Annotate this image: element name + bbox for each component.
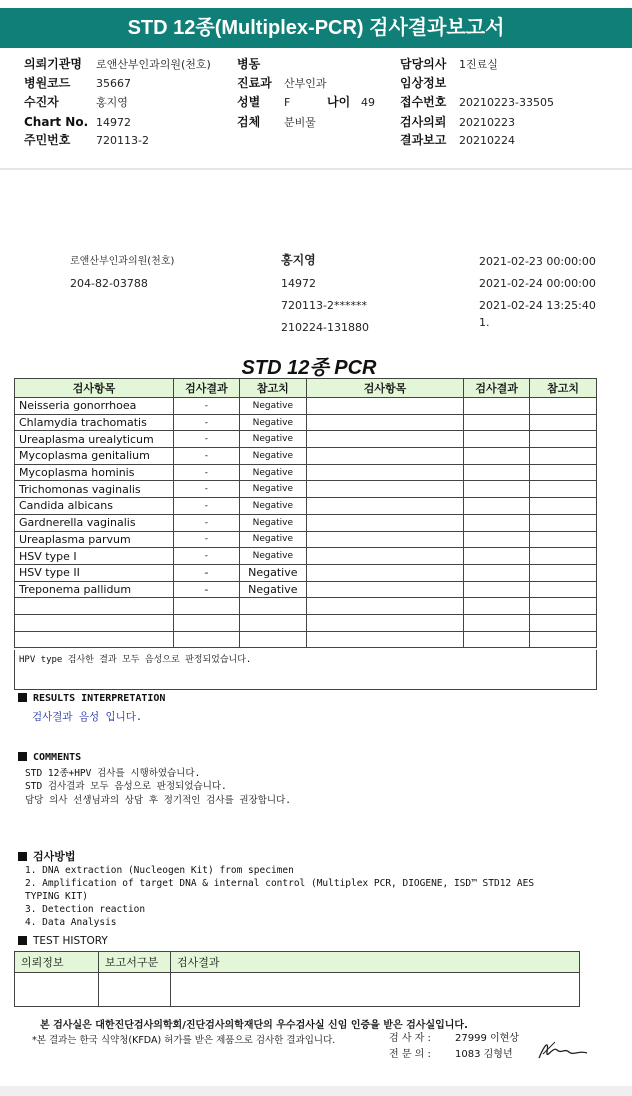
clinical-label-text: 임상정보 xyxy=(400,76,447,90)
empty-cell xyxy=(530,614,597,631)
method-heading xyxy=(18,848,76,864)
empty-cell xyxy=(530,598,597,615)
request-text: 20210223 xyxy=(459,116,515,129)
hospital-label: 의뢰기관명 xyxy=(24,57,82,71)
method-heading-text: 검사방법 xyxy=(33,850,76,863)
reference-value: Negative xyxy=(239,481,306,498)
request-value xyxy=(459,113,515,132)
test-result: - xyxy=(173,398,239,415)
empty-cell xyxy=(530,531,597,548)
reference-value: Negative xyxy=(239,414,306,431)
id-label-text: 주민번호 xyxy=(24,133,71,147)
age-value xyxy=(361,93,375,112)
patient-text: 홍지영 xyxy=(96,96,128,109)
header-divider xyxy=(0,168,632,170)
col-header: 참고치 xyxy=(530,379,597,398)
history-header-row xyxy=(15,952,580,973)
sub-page: 1. xyxy=(479,316,490,329)
empty-cell xyxy=(530,631,597,648)
col-header: 참고치 xyxy=(239,379,306,398)
request-label xyxy=(400,113,446,132)
method-line: TYPING KIT) xyxy=(25,891,88,902)
test-result: - xyxy=(173,564,239,581)
results-table-header xyxy=(15,379,597,398)
sub-date1: 2021-02-23 00:00:00 xyxy=(479,255,596,268)
col-header: 검사결과 xyxy=(464,379,530,398)
test-item: Gardnerella vaginalis xyxy=(15,514,174,531)
receipt-value xyxy=(459,93,554,112)
hpv-note: HPV type 검사한 결과 모두 음성으로 판정되었습니다. xyxy=(14,650,597,690)
report-value xyxy=(459,131,515,150)
specimen-label xyxy=(237,113,260,132)
history-cell xyxy=(15,973,99,1007)
patient-label-text: 수진자 xyxy=(24,95,59,109)
empty-cell xyxy=(530,431,597,448)
empty-cell xyxy=(464,398,530,415)
empty-cell xyxy=(464,614,530,631)
kfda-statement: *본 결과는 한국 식약청(KFDA) 허가를 받은 제품으로 검사한 결과입니다. xyxy=(32,1035,336,1046)
empty-cell xyxy=(464,464,530,481)
empty-cell xyxy=(464,514,530,531)
empty-cell xyxy=(530,464,597,481)
table-row xyxy=(15,498,597,515)
empty-cell xyxy=(306,631,463,648)
empty-cell xyxy=(464,431,530,448)
pcr-title: STD 12종 PCR xyxy=(241,357,377,379)
empty-cell xyxy=(464,564,530,581)
test-item: Treponema pallidum xyxy=(15,581,174,598)
reference-value: Negative xyxy=(239,464,306,481)
comments-heading-text: COMMENTS xyxy=(33,752,82,763)
table-row xyxy=(15,614,597,631)
empty-cell xyxy=(173,631,239,648)
test-result: - xyxy=(173,514,239,531)
dept-value xyxy=(284,74,327,93)
history-cell xyxy=(99,973,171,1007)
empty-cell xyxy=(306,464,463,481)
signature-icon xyxy=(535,1036,591,1064)
doctor-value xyxy=(459,55,498,74)
history-col-header: 보고서구분 xyxy=(99,952,171,973)
ward-label-text: 병동 xyxy=(237,57,261,71)
test-result: - xyxy=(173,414,239,431)
test-item: Trichomonas vaginalis xyxy=(15,481,174,498)
empty-cell xyxy=(239,598,306,615)
empty-cell xyxy=(530,448,597,465)
empty-cell xyxy=(15,631,174,648)
patient-label xyxy=(24,93,59,112)
table-row xyxy=(15,414,597,431)
table-row xyxy=(15,548,597,565)
empty-cell xyxy=(15,598,174,615)
empty-cell xyxy=(306,431,463,448)
sub-name: 홍지영 xyxy=(281,253,316,267)
comments-heading xyxy=(18,752,81,763)
empty-cell xyxy=(464,498,530,515)
specialist-value: 1083 김형년 xyxy=(455,1049,513,1060)
report-label-text: 결과보고 xyxy=(400,133,447,147)
empty-cell xyxy=(306,581,463,598)
test-item: HSV type I xyxy=(15,548,174,565)
age-text: 49 xyxy=(361,96,375,109)
specimen-value xyxy=(284,113,316,132)
table-row xyxy=(15,564,597,581)
empty-cell xyxy=(530,581,597,598)
table-row xyxy=(15,398,597,415)
clinical-label xyxy=(400,74,446,93)
empty-cell xyxy=(464,631,530,648)
ward-label xyxy=(237,55,260,74)
sub-date3: 2021-02-24 13:25:40 xyxy=(479,299,596,312)
comment-line: 담당 의사 선생님과의 상담 후 정기적인 검사를 권장합니다. xyxy=(25,795,292,806)
empty-cell xyxy=(306,414,463,431)
empty-cell xyxy=(173,614,239,631)
test-result: - xyxy=(173,431,239,448)
method-line: 4. Data Analysis xyxy=(25,917,117,928)
empty-cell xyxy=(306,514,463,531)
doctor-label-text: 담당의사 xyxy=(400,57,447,71)
empty-cell xyxy=(464,414,530,431)
table-row xyxy=(15,514,597,531)
header-hospital xyxy=(24,55,82,74)
sub-chart: 14972 xyxy=(281,277,316,290)
test-item: Candida albicans xyxy=(15,498,174,515)
empty-cell xyxy=(530,548,597,565)
history-heading-text: TEST HISTORY xyxy=(33,935,108,947)
table-row xyxy=(15,531,597,548)
method-line: 1. DNA extraction (Nucleogen Kit) from specimen xyxy=(25,865,294,876)
test-result: - xyxy=(173,531,239,548)
reference-value: Negative xyxy=(239,548,306,565)
history-heading xyxy=(18,935,108,947)
request-label-text: 검사의뢰 xyxy=(400,115,447,129)
comment-line: STD 검사결과 모두 음성으로 판정되었습니다. xyxy=(25,781,227,792)
test-item: Mycoplasma hominis xyxy=(15,464,174,481)
empty-cell xyxy=(239,631,306,648)
empty-cell xyxy=(464,598,530,615)
empty-cell xyxy=(306,614,463,631)
table-row xyxy=(15,598,597,615)
hospital-text: 로앤산부인과의원(천호) xyxy=(96,58,211,71)
dept-text: 산부인과 xyxy=(284,77,327,90)
table-row xyxy=(15,631,597,648)
sex-text: F xyxy=(284,96,291,109)
results-table xyxy=(14,378,597,648)
receipt-label xyxy=(400,93,446,112)
code-value xyxy=(96,74,131,93)
specimen-text: 분비물 xyxy=(284,116,316,129)
empty-cell xyxy=(464,481,530,498)
test-item: Ureaplasma parvum xyxy=(15,531,174,548)
chart-label xyxy=(24,113,88,132)
sub-biz-no: 204-82-03788 xyxy=(70,277,148,290)
empty-cell xyxy=(306,598,463,615)
comment-line: STD 12종+HPV 검사를 시행하였습니다. xyxy=(25,768,201,779)
chart-label-text: Chart No. xyxy=(24,115,89,129)
receipt-text: 20210223-33505 xyxy=(459,96,554,109)
empty-cell xyxy=(530,481,597,498)
history-cell xyxy=(171,973,580,1007)
empty-cell xyxy=(464,448,530,465)
empty-cell xyxy=(239,614,306,631)
empty-cell xyxy=(464,531,530,548)
empty-cell xyxy=(530,498,597,515)
history-table xyxy=(14,951,580,1007)
empty-cell xyxy=(306,548,463,565)
empty-cell xyxy=(464,581,530,598)
empty-cell xyxy=(306,564,463,581)
page-bottom-band xyxy=(0,1086,632,1096)
empty-cell xyxy=(530,414,597,431)
col-header: 검사결과 xyxy=(173,379,239,398)
code-text: 35667 xyxy=(96,77,131,90)
doctor-label xyxy=(400,55,446,74)
bullet-square-icon xyxy=(18,936,27,945)
report-text: 20210224 xyxy=(459,134,515,147)
test-item: Neisseria gonorrhoea xyxy=(15,398,174,415)
examiner-value: 27999 이현상 xyxy=(455,1033,519,1044)
empty-cell xyxy=(530,514,597,531)
id-text: 720113-2 xyxy=(96,134,149,147)
receipt-label-text: 접수번호 xyxy=(400,95,447,109)
test-result: - xyxy=(173,548,239,565)
chart-text: 14972 xyxy=(96,116,131,129)
specialist-label: 전 문 의 : xyxy=(389,1049,431,1060)
dept-label-text: 진료과 xyxy=(237,76,272,90)
table-row xyxy=(15,581,597,598)
empty-cell xyxy=(173,598,239,615)
history-row xyxy=(15,973,580,1007)
empty-cell xyxy=(306,531,463,548)
test-result: - xyxy=(173,581,239,598)
test-result: - xyxy=(173,448,239,465)
method-line: 3. Detection reaction xyxy=(25,904,146,915)
table-row xyxy=(15,464,597,481)
chart-value xyxy=(96,113,131,132)
specimen-label-text: 검체 xyxy=(237,115,261,129)
results-heading-text: RESULTS INTERPRETATION xyxy=(33,693,166,704)
empty-cell xyxy=(306,448,463,465)
age-label-text: 나이 xyxy=(327,95,351,109)
reference-value: Negative xyxy=(239,514,306,531)
reference-value: Negative xyxy=(239,398,306,415)
test-item: Chlamydia trachomatis xyxy=(15,414,174,431)
table-row xyxy=(15,431,597,448)
sub-id-masked: 720113-2****** xyxy=(281,299,367,312)
test-item: Mycoplasma genitalium xyxy=(15,448,174,465)
sub-hospital: 로앤산부인과의원(천호) xyxy=(70,256,175,267)
test-result: - xyxy=(173,481,239,498)
empty-cell xyxy=(464,548,530,565)
test-result: - xyxy=(173,498,239,515)
dept-label xyxy=(237,74,272,93)
id-label xyxy=(24,131,70,150)
sex-label-text: 성별 xyxy=(237,95,261,109)
reference-value: Negative xyxy=(239,431,306,448)
empty-cell xyxy=(15,614,174,631)
table-row xyxy=(15,448,597,465)
code-label-text: 병원코드 xyxy=(24,76,71,90)
cert-statement: 본 검사실은 대한진단검사의학회/진단검사의학재단의 우수검사실 신임 인증을 받은 검사실입니다. xyxy=(40,1020,468,1031)
results-text: 검사결과 음성 입니다. xyxy=(32,711,143,723)
reference-value: Negative xyxy=(239,531,306,548)
test-item: Ureaplasma urealyticum xyxy=(15,431,174,448)
empty-cell xyxy=(530,564,597,581)
col-header: 검사항목 xyxy=(15,379,174,398)
history-col-header: 의뢰정보 xyxy=(15,952,99,973)
sub-sample-no: 210224-131880 xyxy=(281,321,369,334)
col-header: 검사항목 xyxy=(306,379,463,398)
report-title: STD 12종(Multiplex-PCR) 검사결과보고서 xyxy=(0,8,632,48)
sex-value xyxy=(284,93,290,112)
sub-date2: 2021-02-24 00:00:00 xyxy=(479,277,596,290)
bullet-square-icon xyxy=(18,852,27,861)
age-label xyxy=(327,93,350,112)
id-value xyxy=(96,131,149,150)
method-line: 2. Amplification of target DNA & internal control (Multiplex PCR, DIOGENE, ISD™ STD12 AES xyxy=(25,878,535,889)
empty-cell xyxy=(306,498,463,515)
code-label xyxy=(24,74,70,93)
table-row xyxy=(15,481,597,498)
reference-value: Negative xyxy=(239,448,306,465)
reference-value: Negative xyxy=(239,498,306,515)
reference-value: Negative xyxy=(239,581,306,598)
bullet-square-icon xyxy=(18,752,27,761)
bullet-square-icon xyxy=(18,693,27,702)
test-item: HSV type II xyxy=(15,564,174,581)
test-result: - xyxy=(173,464,239,481)
examiner-label: 검 사 자 : xyxy=(389,1033,431,1044)
empty-cell xyxy=(530,398,597,415)
results-heading xyxy=(18,693,165,704)
report-label xyxy=(400,131,446,150)
empty-cell xyxy=(306,481,463,498)
empty-cell xyxy=(306,398,463,415)
sex-label xyxy=(237,93,260,112)
reference-value: Negative xyxy=(239,564,306,581)
hospital-value xyxy=(96,55,211,74)
patient-value xyxy=(96,93,128,112)
doctor-text: 1진료실 xyxy=(459,58,498,71)
history-col-header: 검사결과 xyxy=(171,952,580,973)
